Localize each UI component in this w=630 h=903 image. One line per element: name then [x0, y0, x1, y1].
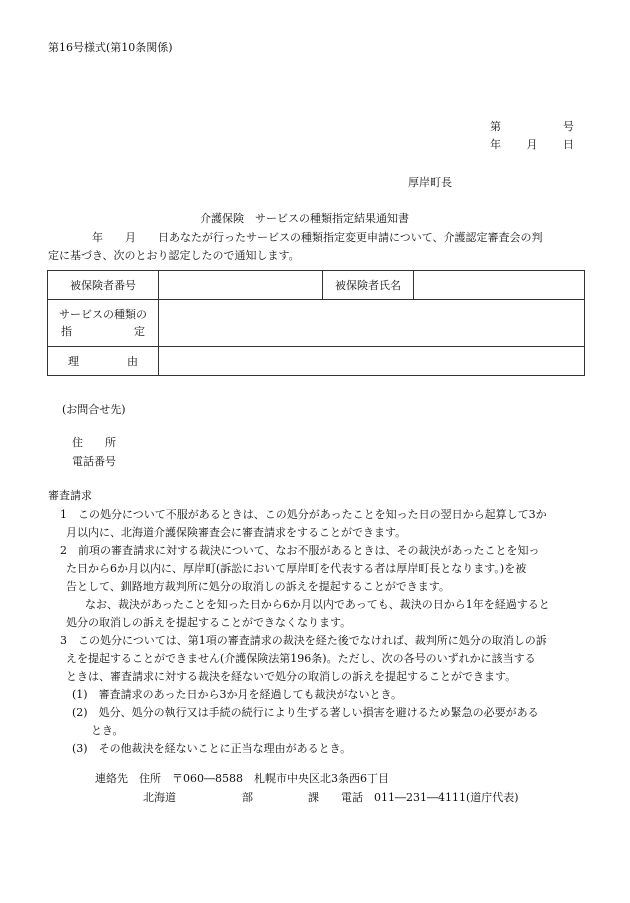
- review-item-1-line: 1 この処分について不服があるときは、この処分があったことを知った日の翌日から起算して3か: [60, 508, 547, 521]
- review-item-3-line: えを提起することができません(介護保険法第196条)。ただし、次の各号のいずれかに該当する: [66, 652, 536, 665]
- service-type-label-line1: サービスの種類の: [59, 308, 147, 321]
- inquiry-address-label: 住 所: [72, 436, 116, 449]
- document-number-row: [490, 121, 574, 132]
- date-day: 日: [563, 138, 574, 151]
- review-item-1-line: 月以内に、北海道介護保険審査会に審査請求をすることができます。: [66, 526, 407, 539]
- review-subitem-2-cont: とき。: [91, 724, 124, 737]
- insured-name-label: 被保険者氏名: [323, 271, 414, 300]
- inquiry-phone-label: 電話番号: [72, 455, 116, 468]
- date-year: 年: [490, 138, 501, 151]
- inquiry-heading: (お問合せ先): [62, 403, 126, 416]
- insured-name-value: [414, 271, 585, 300]
- review-subitem-3: (3) その他裁決を経ないことに正当な理由があるとき。: [72, 742, 352, 755]
- insured-number-value: [159, 271, 323, 300]
- date-month: 月: [526, 138, 538, 151]
- review-item-2-line: 告として、釧路地方裁判所に処分の取消しの訴えを提起することができます。: [66, 580, 450, 593]
- review-item-2-line: 2 前項の審査請求に対する裁決について、なお不服があるときは、その裁決があったことを知っ: [60, 544, 540, 557]
- certification-table: [47, 270, 585, 376]
- service-type-label: [48, 300, 159, 347]
- review-subitem-1: (1) 審査請求のあった日から3か月を経過しても裁決がないとき。: [72, 688, 403, 701]
- issue-date-row: [490, 139, 574, 150]
- service-type-value: [159, 300, 585, 347]
- body-text-line: 年 月 日あなたが行ったサービスの種類指定変更申請について、介護認定審査会の判: [48, 231, 543, 244]
- body-text-line: 定に基づき、次のとおり認定したので通知します。: [48, 249, 300, 262]
- form-number: 第16号様式(第10条関係): [48, 41, 173, 54]
- number-prefix: 第: [490, 120, 501, 133]
- reason-label: [48, 347, 159, 376]
- review-item-3-line: 3 この処分については、第1項の審査請求の裁決を経た後でなければ、裁判所に処分の取消しの訴: [60, 634, 547, 647]
- review-item-3-line: ときは、審査請求に対する裁決を経ないで処分の取消しの訴えを提起することができます。: [66, 670, 517, 683]
- contact-line: 北海道 部 課 電話 011―231―4111(道庁代表): [143, 791, 519, 804]
- service-type-label-char: 定: [134, 325, 145, 338]
- table-row: [48, 347, 585, 376]
- table-row: [48, 271, 585, 300]
- review-subitem-2: (2) 処分、処分の執行又は手続の続行により生ずる著しい損害を避けるため緊急の必要がある: [72, 706, 539, 719]
- reason-label-char: 理: [68, 354, 79, 368]
- review-heading: 審査請求: [48, 489, 92, 502]
- issuer: 厚岸町長: [408, 176, 452, 189]
- insured-number-label: 被保険者番号: [48, 271, 159, 300]
- number-suffix: 号: [563, 120, 574, 133]
- review-item-2-note-line: 処分の取消しの訴えを提起することができなくなります。: [66, 616, 352, 629]
- review-item-2-line: た日から6か月以内に、厚岸町(訴訟において厚岸町を代表する者は厚岸町長となります。)を被: [66, 562, 527, 575]
- reason-label-char: 由: [127, 354, 138, 368]
- contact-line: 連絡先 住所 〒060―8588 札幌市中央区北3条西6丁目: [95, 772, 389, 785]
- table-row: [48, 300, 585, 347]
- document-title: 介護保険 サービスの種類指定結果通知書: [200, 212, 409, 225]
- reason-value: [159, 347, 585, 376]
- service-type-label-char: 指: [61, 325, 72, 338]
- service-type-label-line2: [57, 323, 149, 340]
- review-item-2-note-line: なお、裁決があったことを知った日から6か月以内であっても、裁決の日から1年を経過すると: [85, 598, 550, 611]
